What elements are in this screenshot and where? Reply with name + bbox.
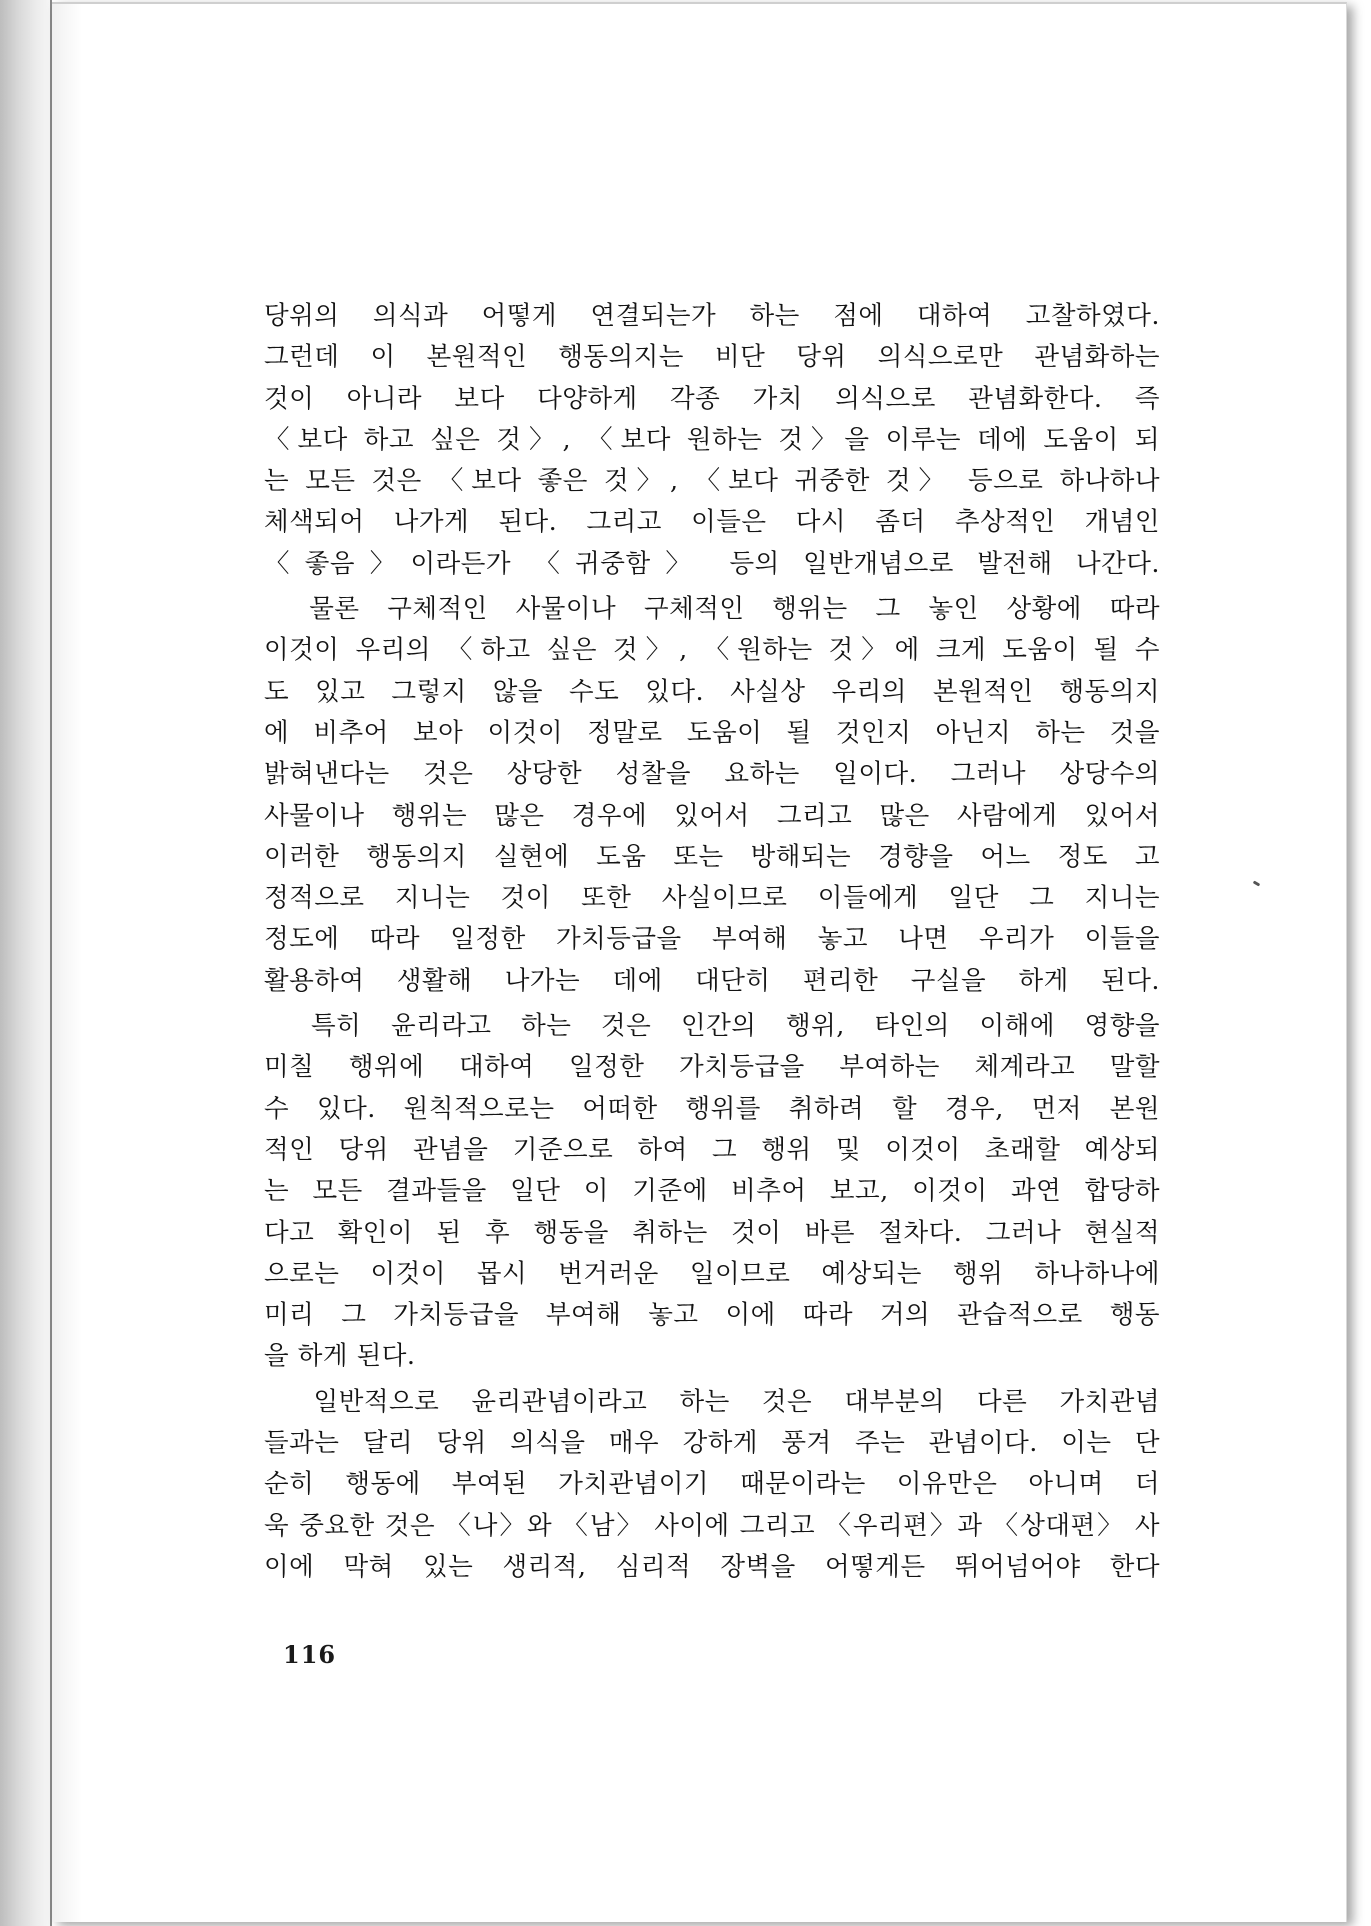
paragraph: [264, 1006, 1160, 1378]
text-line: 이러한 행동의지 실현에 도움 또는 방해되는 경향을 어느 정도 고: [264, 841, 1160, 872]
page-number: 116: [283, 1640, 337, 1669]
text-line: 사물이나 행위는 많은 경우에 있어서 그리고 많은 사람에게 있어서: [264, 800, 1160, 831]
text-line: 에 비추어 보아 이것이 정말로 도움이 될 것인지 아닌지 하는 것을: [264, 717, 1160, 748]
text-line: 당위의 의식과 어떻게 연결되는가 하는 점에 대하여 고찰하였다.: [264, 301, 1160, 331]
text-line: 〈좋음〉이라든가 〈귀중함〉 등의 일반개념으로 발전해 나간다.: [264, 548, 1160, 579]
book-spine: [0, 0, 52, 1926]
text-line: 활용하여 생활해 나가는 데에 대단히 편리한 구실을 하게 된다.: [264, 965, 1160, 996]
text-line: 밝혀낸다는 것은 상당한 성찰을 요하는 일이다. 그러나 상당수의: [264, 759, 1160, 790]
paragraph: [264, 296, 1160, 585]
text-line: 들과는 달리 당위 의식을 매우 강하게 풍겨 주는 관념이다. 이는 단: [264, 1428, 1160, 1459]
paragraph: [264, 589, 1160, 1002]
text-line: 도 있고 그렇지 않을 수도 있다. 사실상 우리의 본원적인 행동의지: [264, 676, 1160, 707]
text-line: 체색되어 나가게 된다. 그리고 이들은 다시 좀더 추상적인 개념인: [264, 507, 1160, 538]
text-line: 는 모든 결과들을 일단 이 기준에 비추어 보고, 이것이 과연 합당하: [264, 1176, 1160, 1207]
text-line: 다고 확인이 된 후 행동을 취하는 것이 바른 절차다. 그러나 현실적: [264, 1217, 1160, 1248]
text-line: 미칠 행위에 대하여 일정한 가치등급을 부여하는 체계라고 말할: [264, 1052, 1160, 1083]
text-line: 이에 막혀 있는 생리적, 심리적 장벽을 어떻게든 뛰어넘어야 한다: [264, 1551, 1160, 1582]
text-line: 정적으로 지니는 것이 또한 사실이므로 이들에게 일단 그 지니는: [264, 883, 1160, 914]
text-line: 적인 당위 관념을 기준으로 하여 그 행위 및 이것이 초래할 예상되: [264, 1134, 1160, 1165]
text-line: 을 하게 된다.: [264, 1341, 416, 1372]
paragraph: [264, 1382, 1160, 1588]
text-line: 일반적으로 윤리관념이라고 하는 것은 대부분의 다른 가치관념: [264, 1386, 1160, 1417]
text-line: 욱 중요한 것은 〈나〉와 〈남〉 사이에 그리고 〈우리편〉과 〈상대편〉 사: [264, 1510, 1160, 1541]
page-gutter-shade: [52, 4, 82, 1922]
text-line: 물론 구체적인 사물이나 구체적인 행위는 그 놓인 상황에 따라: [264, 594, 1160, 625]
text-line: 순히 행동에 부여된 가치관념이기 때문이라는 이유만은 아니며 더: [264, 1469, 1160, 1500]
text-line: 수 있다. 원칙적으로는 어떠한 행위를 취하려 할 경우, 먼저 본원: [264, 1093, 1160, 1124]
text-line: 〈보다 하고 싶은 것〉, 〈보다 원하는 것〉을 이루는 데에 도움이 되: [264, 424, 1160, 455]
page-body-text: [264, 296, 1160, 1588]
text-line: 정도에 따라 일정한 가치등급을 부여해 놓고 나면 우리가 이들을: [264, 924, 1160, 955]
text-line: 으로는 이것이 몹시 번거러운 일이므로 예상되는 행위 하나하나에: [264, 1258, 1160, 1289]
text-line: 미리 그 가치등급을 부여해 놓고 이에 따라 거의 관습적으로 행동: [264, 1300, 1160, 1331]
text-line: 특히 윤리라고 하는 것은 인간의 행위, 타인의 이해에 영향을: [264, 1011, 1160, 1042]
text-line: 것이 아니라 보다 다양하게 각종 가치 의식으로 관념화한다. 즉: [264, 383, 1160, 414]
text-line: 는 모든 것은 〈보다 좋은 것〉, 〈보다 귀중한 것〉 등으로 하나하나: [264, 466, 1160, 497]
text-line: 이것이 우리의 〈하고 싶은 것〉, 〈원하는 것〉에 크게 도움이 될 수: [264, 635, 1160, 666]
text-line: 그런데 이 본원적인 행동의지는 비단 당위 의식으로만 관념화하는: [264, 342, 1160, 373]
